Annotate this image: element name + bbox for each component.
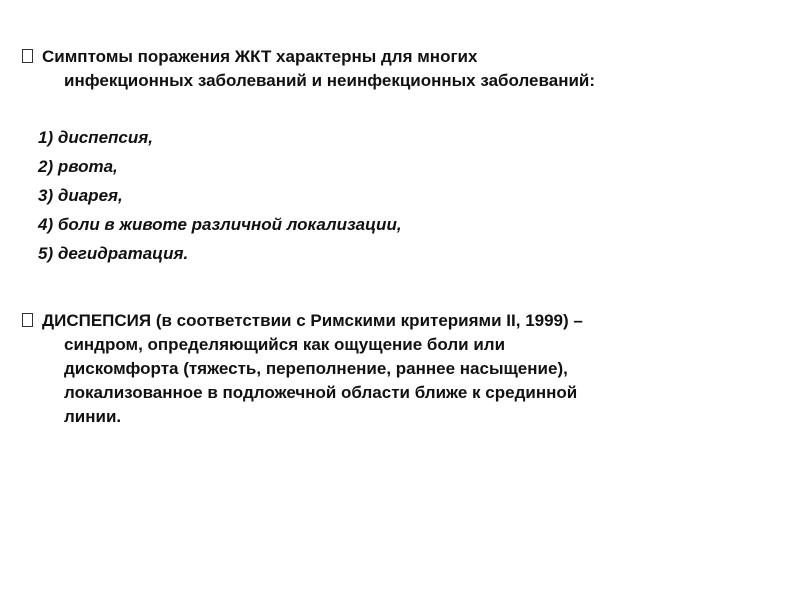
symptom-item: 3) диарея, (38, 186, 123, 205)
definition-line-3: дискомфорта (тяжесть, переполнение, раннее насыщение), (64, 359, 568, 378)
definition-line-5: линии. (64, 407, 122, 426)
definition-line-1: ДИСПЕПСИЯ (в соответствии с Римскими критериями II, 1999) – (42, 311, 583, 330)
intro-paragraph (22, 45, 782, 93)
symptom-list (38, 123, 402, 268)
symptom-item: 1) диспепсия, (38, 128, 153, 147)
definition-paragraph (22, 309, 782, 429)
definition-line-2: синдром, определяющийся как ощущение боли или (64, 335, 506, 354)
square-bullet-icon (22, 313, 33, 327)
square-bullet-icon (22, 49, 33, 63)
symptom-item: 4) боли в животе различной локализации, (38, 215, 402, 234)
intro-line-2: инфекционных заболеваний и неинфекционных заболеваний: (64, 71, 596, 90)
symptom-item: 5) дегидратация. (38, 244, 189, 263)
definition-line-4: локализованное в подложечной области ближе к срединной (64, 383, 578, 402)
symptom-item: 2) рвота, (38, 157, 118, 176)
intro-line-1: Симптомы поражения ЖКТ характерны для многих (42, 47, 478, 66)
